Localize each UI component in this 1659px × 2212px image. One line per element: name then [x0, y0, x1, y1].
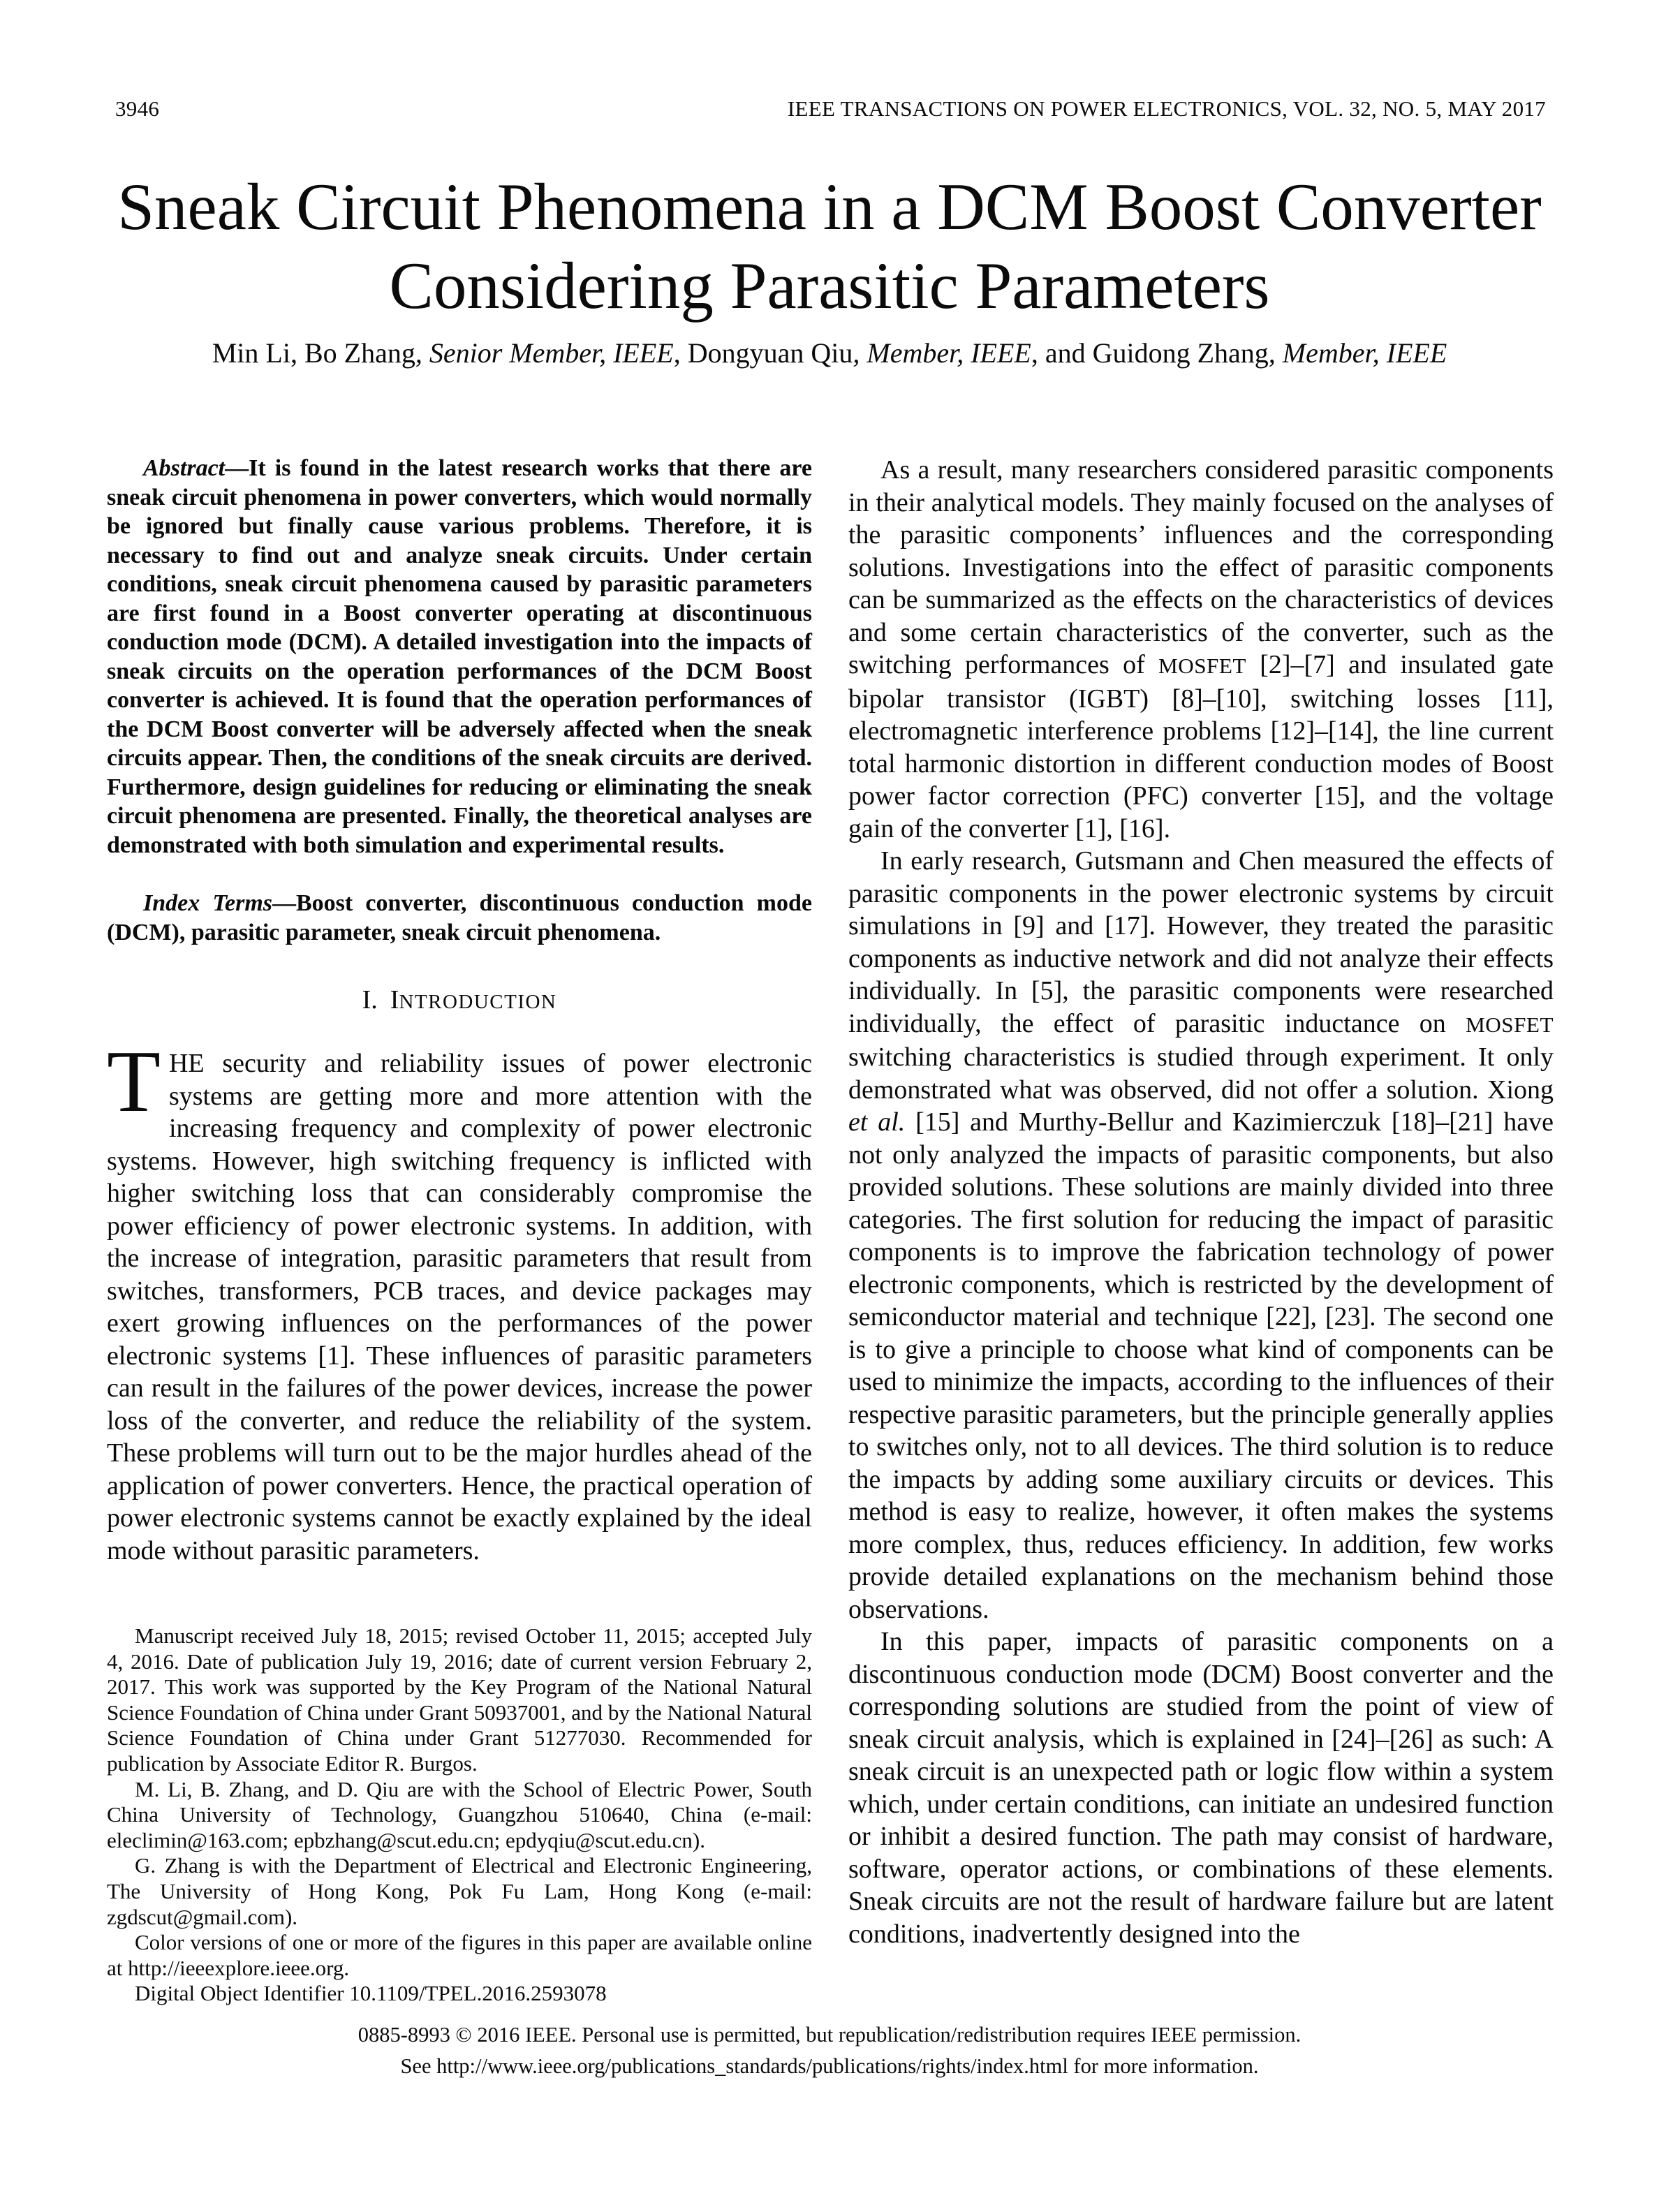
footnote-author-affiliation-2: G. Zhang is with the Department of Electrical and Electronic Engineering, The University of Hong Kong, Pok Fu Lam, Hong Kong (e-mail: zgdscut@gmail.com).: [107, 1853, 812, 1929]
paragraph-early-research: [848, 845, 1554, 1625]
abstract-text: —It is found in the latest research works that there are sneak circuit phenomena in power converters, which would normally be ignored but finally cause various problems. Therefore, it is necessary to find out and analyze sneak circuits. Under certain conditions, sneak circuit phenomena caused by parasitic parameters are first found in a Boost converter operating at discontinuous conduction mode (DCM). A detailed investigation into the impacts of sneak circuits on the operation performances of the DCM Boost converter is achieved. It is found that the operation performances of the DCM Boost converter will be adversely affected when the sneak circuits appear. Then, the conditions of the sneak circuits are derived. Furthermore, design guidelines for reducing or eliminating the sneak circuit phenomena are presented. Finally, the theoretical analyses are demonstrated with both simulation and experimental results.: [107, 455, 812, 858]
paragraph-this-paper: [848, 1625, 1554, 1950]
paragraph-text: In this paper, impacts of parasitic components on a discontinuous conduction mode (DCM) Boost converter and the corresponding solutions are studied from the point of view of sneak circuit analysis, which is explained in [24]–[26] as such: A sneak circuit is an unexpected path or logic flow within a system which, under certain conditions, can initiate an undesired function or inhibit a desired function. The path may consist of hardware, software, operator actions, or combinations of these elements. Sneak circuits are not the result of hardware failure but are latent conditions, inadvertently designed into the: [848, 1627, 1554, 1949]
index-terms: [107, 889, 812, 947]
footnote-manuscript-history: Manuscript received July 18, 2015; revised October 11, 2015; accepted July 4, 2016. Date of publication July 19, 2016; date of current version February 2, 2017. This work was supported by the Key Program of the National Natural Science Foundation of China under Grant 50937001, and by the National Natural Science Foundation of China under Grant 51277030. Recommended for publication by Associate Editor R. Burgos.: [107, 1623, 812, 1776]
abstract: [107, 454, 812, 860]
paper-title-line1: Sneak Circuit Phenomena in a DCM Boost Converter: [117, 170, 1542, 244]
dropcap-letter: T: [107, 1033, 161, 1130]
copyright-line: 0885-8993 © 2016 IEEE. Personal use is permitted, but republication/redistribution requires IEEE permission.: [357, 2023, 1302, 2047]
running-head: [115, 96, 1546, 121]
right-column: [848, 454, 1554, 2007]
author-names: Min Li, Bo Zhang: [212, 337, 415, 369]
left-column: [107, 454, 812, 2007]
author-affiliation-title: , Senior Member, IEEE: [415, 337, 674, 369]
index-terms-label: Index Terms: [143, 890, 272, 916]
mosfet-smallcaps: MOSFET: [1158, 654, 1246, 678]
two-column-body: [107, 454, 1554, 2007]
first-page-footnotes: [107, 1623, 812, 2007]
journal-title: IEEE TRANSACTIONS ON POWER ELECTRONICS, VOL. 32, NO. 5, MAY 2017: [787, 96, 1546, 121]
intro-paragraph: [107, 1033, 812, 1567]
intro-text: security and reliability issues of power electronic systems are getting more and more attention with the increasing frequency and complexity of power electronic systems. However, high switching frequency is inflicted with higher switching loss that can considerably compromise the power efficiency of power electronic systems. In addition, with the increase of integration, parasitic parameters that result from switches, transformers, PCB traces, and device packages may exert growing influences on the performances of the power electronic systems [1]. These influences of parasitic parameters can result in the failures of the power devices, increase the power loss of the converter, and reduce the reliability of the system. These problems will turn out to be the major hurdles ahead of the application of power converters. Hence, the practical operation of power electronic systems cannot be exactly explained by the ideal mode without parasitic parameters.: [107, 1049, 812, 1565]
paper-title: [0, 168, 1659, 325]
section-title-cap: I: [390, 985, 399, 1015]
footnote-color-versions: Color versions of one or more of the figures in this paper are available online at http://ieeexplore.ieee.org.: [107, 1930, 812, 1980]
paragraph-text: As a result, many researchers considered parasitic components in their analytical models. They mainly focused on the analyses of the parasitic components’ influences and the corresponding solutions. Investigations into the effect of parasitic components can be summarized as the effects on the characteristics of devices and some certain characteristics of the converter, such as the switching performances of: [848, 455, 1554, 679]
paragraph-text: [15] and Murthy-Bellur and Kazimierczuk [18]–[21] have not only analyzed the impacts of parasitic components, but also provided solutions. These solutions are mainly divided into three categories. The first solution for reducing the impact of parasitic components is to improve the fabrication technology of power electronic components, which is restricted by the development of semiconductor material and technique [22], [23]. The second one is to give a principle to choose what kind of components can be used to minimize the impacts, according to the influences of their respective parasitic parameters, but the principle generally applies to switches only, not to all devices. The third solution is to reduce the impacts by adding some auxiliary circuits or devices. This method is easy to realize, however, it often makes the systems more complex, thus, reduces efficiency. In addition, few works provide detailed explanations on the mechanism behind those observations.: [848, 1107, 1554, 1624]
footnote-doi: Digital Object Identifier 10.1109/TPEL.2016.2593078: [135, 1981, 607, 2006]
paper-title-line2: Considering Parasitic Parameters: [389, 249, 1270, 323]
intro-lead: HE: [168, 1049, 205, 1078]
page-number: 3946: [115, 96, 160, 121]
abstract-label: Abstract: [143, 455, 226, 481]
author-names: , Dongyuan Qiu: [673, 337, 853, 369]
section-title-rest: NTRODUCTION: [399, 991, 557, 1013]
paragraph-text: In early research, Gutsmann and Chen measured the effects of parasitic components in the power electronic systems by circuit simulations in [9] and [17]. However, they treated the parasitic components as inductive network and did not analyze their effects individually. In [5], the parasitic components were researched individually, the effect of parasitic inductance on: [848, 846, 1554, 1038]
mosfet-smallcaps: MOSFET: [1466, 1012, 1554, 1037]
footnote-author-affiliation-1: M. Li, B. Zhang, and D. Qiu are with the School of Electric Power, South China University of Technology, Guangzhou 510640, China (e-mail: eleclimin@163.com; epbzhang@scut.edu.cn; epdyqiu@scut.edu.cn).: [107, 1776, 812, 1852]
author-affiliation-title: , Member, IEEE: [1268, 337, 1447, 369]
paragraph-text: [2]–[7] and insulated gate bipolar transistor (IGBT) [8]–[10], switching losses [11], electromagnetic interference problems [12]–[14], the line current total harmonic distortion in different conduction modes of Boost power factor correction (PFC) converter [15], and the voltage gain of the converter [1], [16].: [848, 650, 1554, 843]
copyright-footer: [0, 2019, 1659, 2082]
author-names: , and Guidong Zhang: [1031, 337, 1269, 369]
author-affiliation-title: , Member, IEEE: [853, 337, 1031, 369]
author-line: [0, 337, 1659, 369]
section-heading-introduction: [107, 985, 812, 1015]
paragraph-text: switching characteristics is studied through experiment. It only demonstrated what was observed, did not offer a solution. Xiong: [848, 1042, 1554, 1105]
section-number: I.: [362, 985, 378, 1015]
index-terms-text: —Boost converter, discontinuous conduction mode (DCM), parasitic parameter, sneak circuit phenomena.: [107, 890, 812, 945]
et-al-italic: et al.: [848, 1107, 906, 1137]
rights-url-line: See http://www.ieee.org/publications_standards/publications/rights/index.html for more information.: [400, 2054, 1259, 2078]
paragraph-parasitic-models: [848, 454, 1554, 845]
